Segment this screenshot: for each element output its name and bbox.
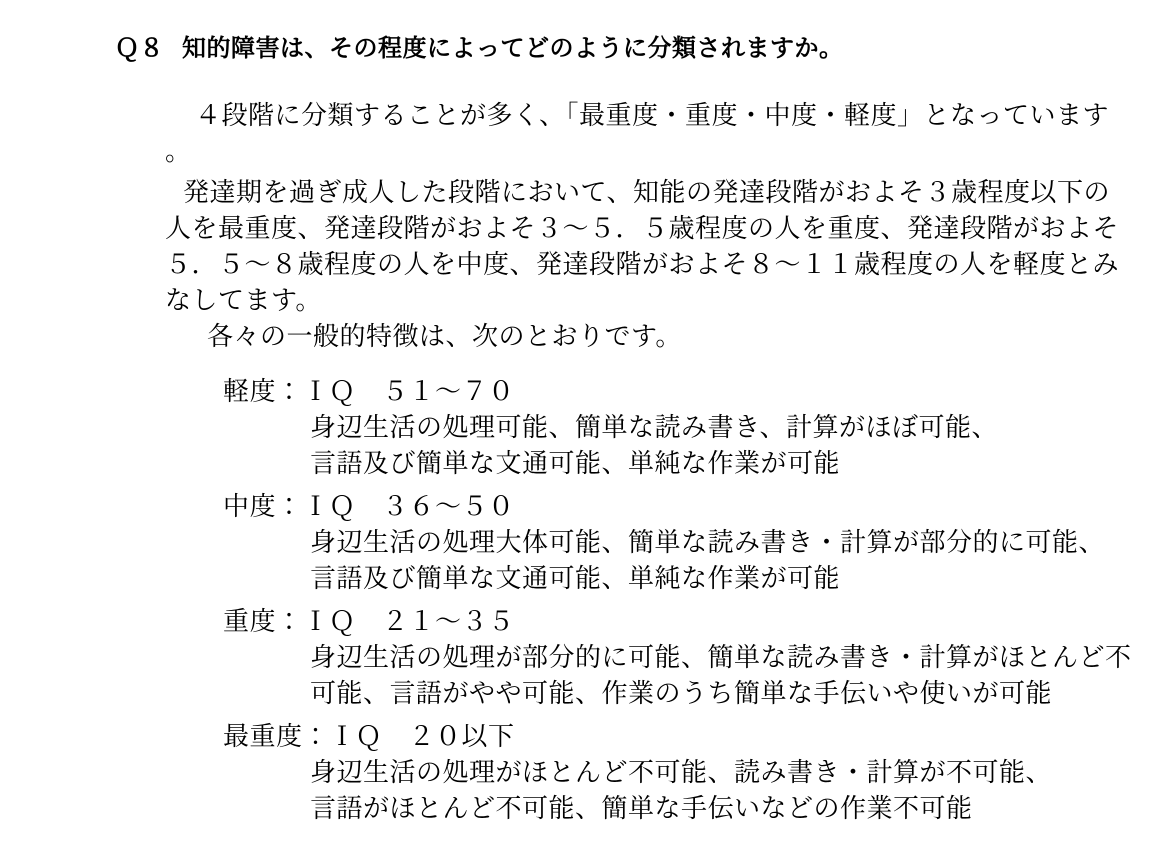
level-description-line: 身辺生活の処理大体可能、簡単な読み書き・計算が部分的に可能、 (310, 528, 1106, 557)
level-item-severe (223, 604, 1132, 712)
level-description-line: 身辺生活の処理が部分的に可能、簡単な読み書き・計算がほとんど不 (310, 643, 1132, 672)
level-heading: 重度：ＩＱ ２１～３５ (223, 607, 515, 636)
level-item-mild (223, 374, 1085, 482)
paragraph-line: 各々の一般的特徴は、次のとおりです。 (207, 322, 682, 351)
level-heading: 軽度：ＩＱ ５１～７０ (223, 377, 515, 406)
level-item-moderate (223, 489, 1106, 597)
question-heading (115, 28, 844, 63)
level-description-line: 言語がほとんど不可能、簡単な手伝いなどの作業不可能 (310, 794, 973, 823)
paragraph-line: 。 (165, 137, 192, 166)
answer-body (165, 98, 1132, 834)
paragraph-line: 発達期を過ぎ成人した段階において、知能の発達段階がおよそ３歳程度以下の (183, 178, 1110, 207)
level-description-line: 身辺生活の処理がほとんど不可能、読み書き・計算が不可能、 (310, 758, 1053, 787)
level-heading: 最重度：ＩＱ ２０以下 (223, 722, 515, 751)
level-description-line: 言語及び簡単な文通可能、単純な作業が可能 (310, 449, 841, 478)
level-description-line: 言語及び簡単な文通可能、単純な作業が可能 (310, 564, 841, 593)
classification-list (223, 374, 1132, 827)
question-title: 知的障害は、その程度によってどのように分類されますか。 (182, 36, 844, 62)
level-heading: 中度：ＩＱ ３６～５０ (223, 492, 515, 521)
question-number: Ｑ８ (115, 36, 164, 62)
paragraph-line: ４段階に分類することが多く、「最重度・重度・中度・軽度」となっています (195, 101, 1109, 130)
level-item-profound (223, 719, 1085, 827)
paragraph-line: ５．５～８歳程度の人を中度、発達段階がおよそ８～１１歳程度の人を軽度とみ (165, 250, 1120, 279)
paragraph-line: 人を最重度、発達段階がおよそ３～５．５歳程度の人を重度、発達段階がおよそ (165, 214, 1120, 243)
level-description-line: 身辺生活の処理可能、簡単な読み書き、計算がほぼ可能、 (310, 413, 998, 442)
paragraph-line: なしてます。 (165, 286, 322, 315)
level-description-line: 可能、言語がやや可能、作業のうち簡単な手伝いや使いが可能 (310, 679, 1053, 708)
